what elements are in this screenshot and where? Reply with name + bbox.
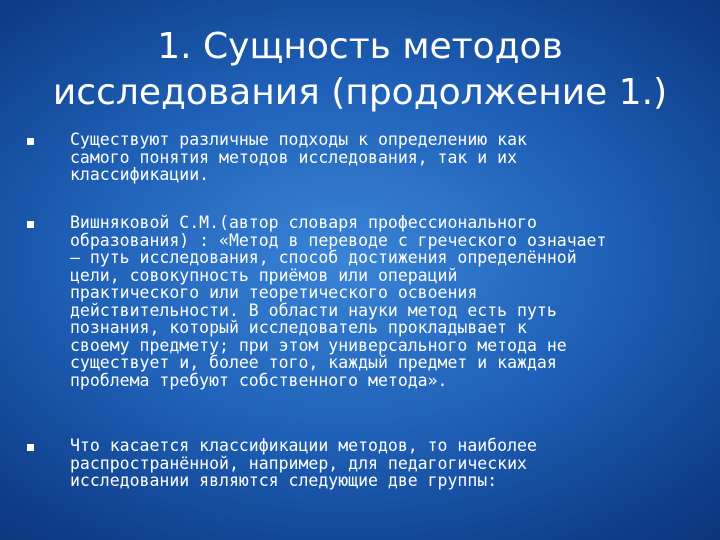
bullet-line: действительности. В области науки метод есть путь	[70, 300, 557, 320]
slide-title-line: исследования (продолжение 1.)	[52, 72, 668, 113]
square-bullet-icon	[27, 138, 34, 145]
bullet-line: классификации.	[70, 165, 210, 184]
bullet-line: своему предмету; при этом универсального метода не	[70, 335, 567, 355]
bullet-line: исследовании являются следующие две группы:	[70, 471, 498, 490]
bullet-line: самого понятия методов исследования, так и их	[70, 147, 518, 167]
bullet-line: практического или теоретического освоения	[70, 283, 478, 302]
square-bullet-icon	[27, 444, 34, 451]
bullet-text	[70, 131, 690, 184]
bullet-text	[70, 214, 690, 389]
bullet-line: проблема требуют собственного метода».	[70, 370, 448, 390]
bullet-line: Вишняковой С.М.(автор словаря профессионального	[70, 213, 537, 232]
bullet-line: Что касается классификации методов, то наиболее	[70, 436, 537, 455]
slide-title	[40, 24, 680, 116]
slide-title-line: 1. Сущность методов	[157, 26, 563, 67]
bullet-line: познания, который исследователь прокладывает к	[70, 318, 527, 337]
bullet-line: образования) : «Метод в переводе с греческого означает	[70, 230, 607, 250]
bullet-line: распространённой, например, для педагогических	[70, 453, 527, 473]
bullet-line: Существуют различные подходы к определению как	[70, 130, 527, 149]
bullet-line: – путь исследования, способ достижения определённой	[70, 248, 577, 267]
bullet-line: существует и, более того, каждый предмет и каждая	[70, 353, 557, 372]
square-bullet-icon	[27, 221, 34, 228]
bullet-line: цели, совокупность приёмов или операций	[70, 265, 458, 285]
bullet-text	[70, 437, 690, 490]
